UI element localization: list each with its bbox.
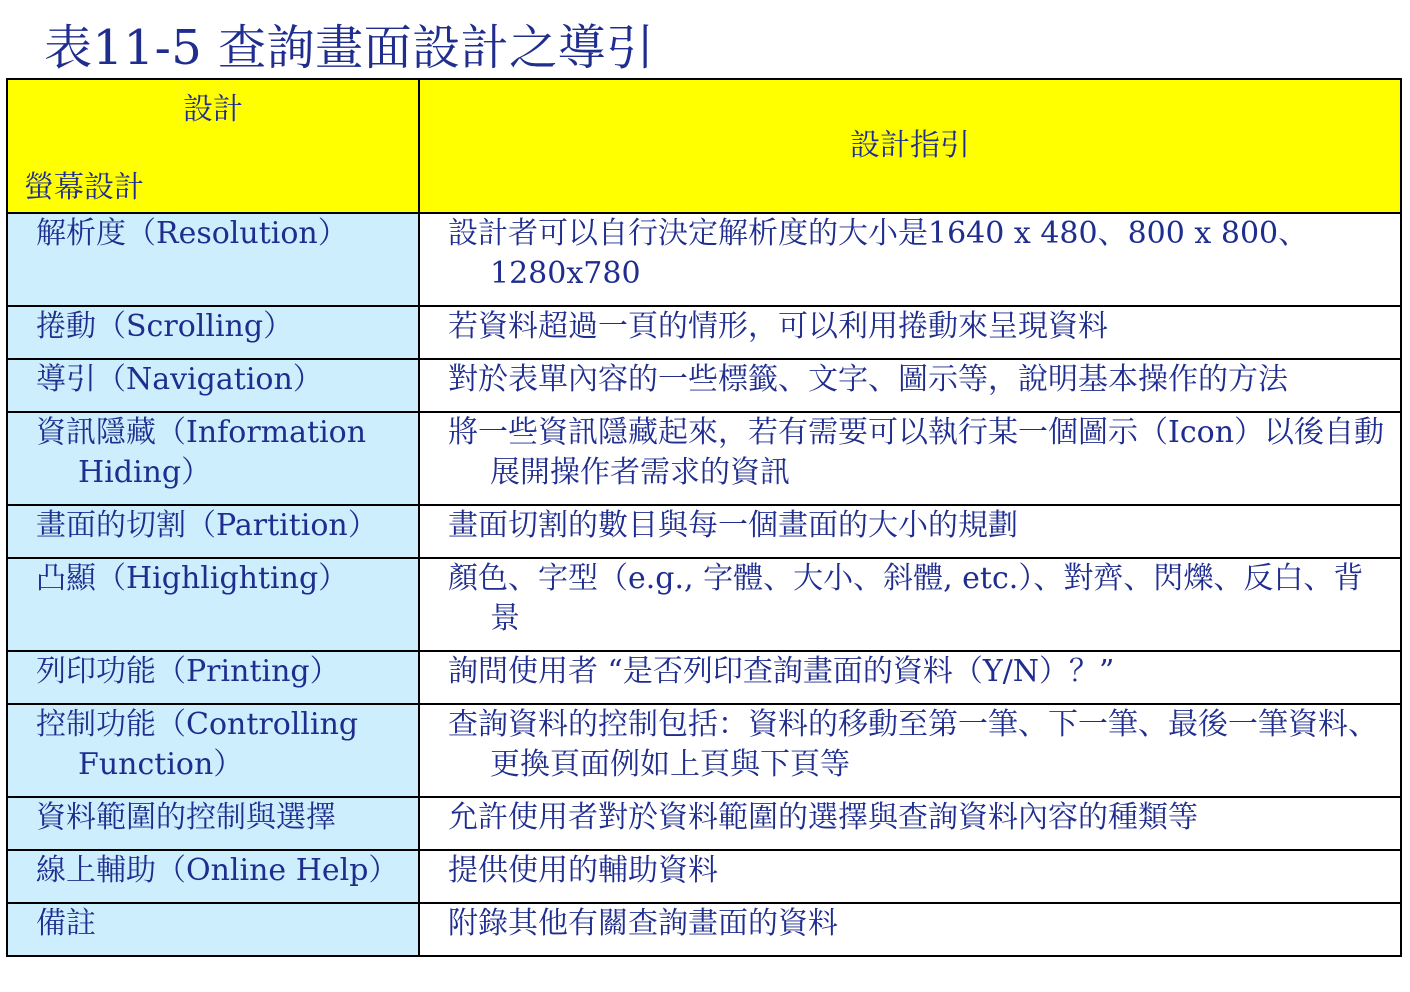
- row-description: 將一些資訊隱藏起來，若有需要可以執行某一個圖示（Icon）以後自動展開操作者需求的資訊: [419, 412, 1401, 505]
- table-row: [7, 412, 1401, 505]
- row-label: 備註: [7, 903, 419, 956]
- table-row: [7, 558, 1401, 651]
- table-row: [7, 306, 1401, 359]
- table-row: [7, 903, 1401, 956]
- page-title: 表11-5 查詢畫面設計之導引: [44, 20, 655, 76]
- table-row: [7, 505, 1401, 558]
- row-description: 畫面切割的數目與每一個畫面的大小的規劃: [419, 505, 1401, 558]
- row-label: 導引（Navigation）: [7, 359, 419, 412]
- row-description: 若資料超過一頁的情形，可以利用捲動來呈現資料: [419, 306, 1401, 359]
- row-label: 捲動（Scrolling）: [7, 306, 419, 359]
- header-guideline-label: 設計指引: [419, 79, 1401, 213]
- row-label: 畫面的切割（Partition）: [7, 505, 419, 558]
- row-label: 線上輔助（Online Help）: [7, 850, 419, 903]
- row-label: 凸顯（Highlighting）: [7, 558, 419, 651]
- row-label: 資訊隱藏（Information Hiding）: [7, 412, 419, 505]
- row-description: 查詢資料的控制包括：資料的移動至第一筆、下一筆、最後一筆資料、更換頁面例如上頁與下頁等: [419, 704, 1401, 797]
- row-label: 控制功能（Controlling Function）: [7, 704, 419, 797]
- table-row: [7, 797, 1401, 850]
- row-label: 資料範圍的控制與選擇: [7, 797, 419, 850]
- row-label: 列印功能（Printing）: [7, 651, 419, 704]
- header-screen-design-label: 螢幕設計: [24, 170, 144, 205]
- table-row: [7, 359, 1401, 412]
- table-row: [7, 651, 1401, 704]
- header-cell-screen-design: [7, 79, 419, 213]
- row-description: 設計者可以自行決定解析度的大小是1640 x 480、800 x 800、1280x780: [419, 213, 1401, 306]
- row-description: 對於表單內容的一些標籤、文字、圖示等，說明基本操作的方法: [419, 359, 1401, 412]
- row-description: 附錄其他有關查詢畫面的資料: [419, 903, 1401, 956]
- row-description: 顏色、字型（e.g., 字體、大小、斜體, etc.）、對齊、閃爍、反白、背景: [419, 558, 1401, 651]
- table-row: [7, 213, 1401, 306]
- row-label: 解析度（Resolution）: [7, 213, 419, 306]
- row-description: 允許使用者對於資料範圍的選擇與查詢資料內容的種類等: [419, 797, 1401, 850]
- table-row: [7, 704, 1401, 797]
- row-description: 詢問使用者 “是否列印查詢畫面的資料（Y/N）？”: [419, 651, 1401, 704]
- guideline-table: [6, 78, 1402, 957]
- row-description: 提供使用的輔助資料: [419, 850, 1401, 903]
- header-design-label: 設計: [183, 92, 243, 127]
- table-header-row: [7, 79, 1401, 213]
- table-row: [7, 850, 1401, 903]
